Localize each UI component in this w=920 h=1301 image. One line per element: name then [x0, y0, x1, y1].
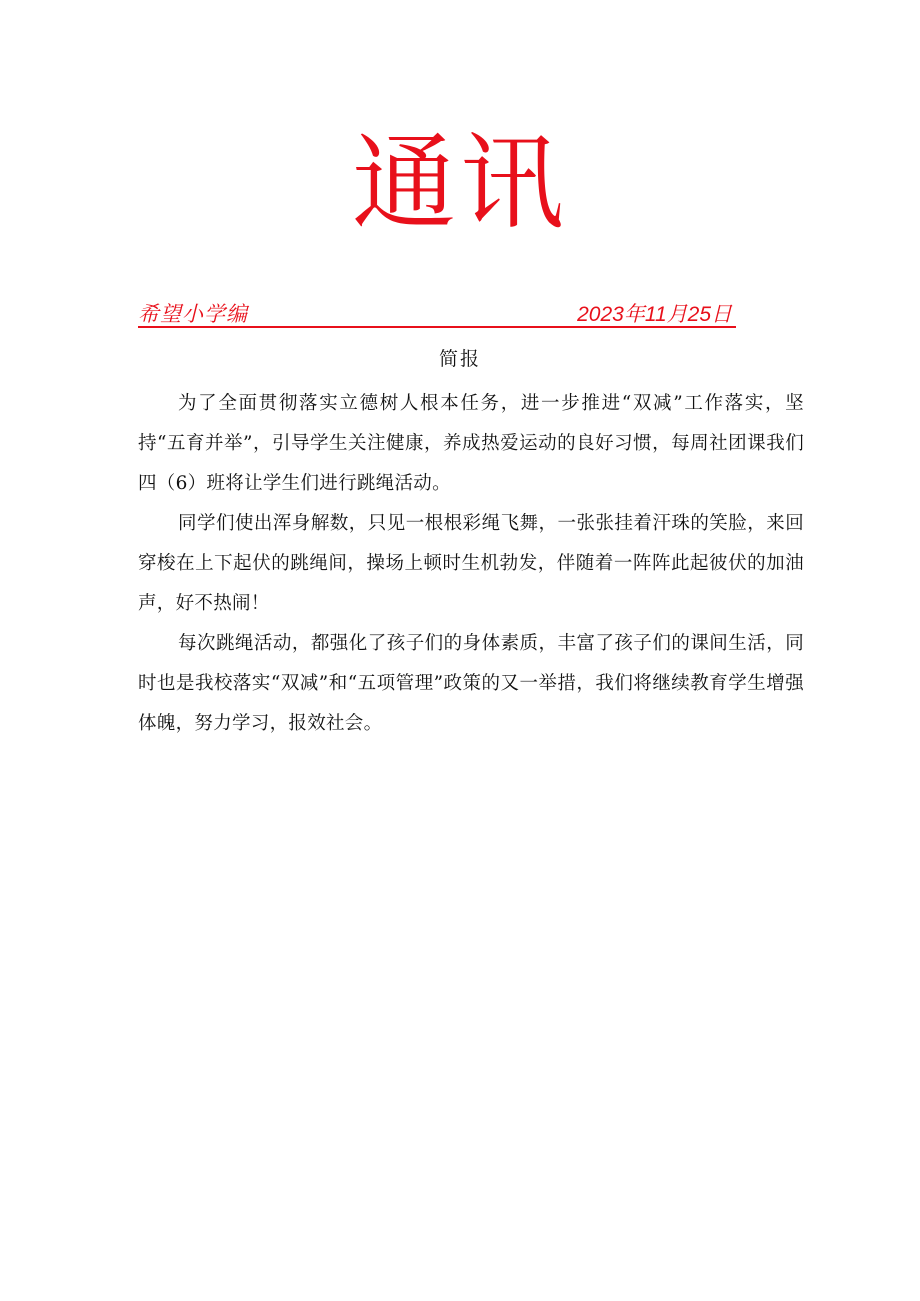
briefing-heading: 简报	[438, 348, 481, 370]
masthead-meta-row	[138, 296, 736, 328]
paragraph-1: 为了全面贯彻落实立德树人根本任务，进一步推进“双减”工作落实，坚持“五育并举”，引导学生关注健康，养成热爱运动的良好习惯，每周社团课我们四（6）班将让学生们进行跳绳活动。	[138, 393, 804, 494]
article-body	[138, 384, 804, 744]
issue-date: 2023年11月25日	[577, 303, 732, 326]
editor-label: 希望小学编	[138, 302, 248, 326]
newsletter-masthead-title: 通讯	[351, 122, 568, 244]
paragraph-3: 每次跳绳活动，都强化了孩子们的身体素质，丰富了孩子们的课间生活，同时也是我校落实“双减”和“五项管理”政策的又一举措，我们将继续教育学生增强体魄，努力学习，报效社会。	[138, 633, 804, 734]
paragraph-2: 同学们使出浑身解数，只见一根根彩绳飞舞，一张张挂着汗珠的笑脸，来回穿梭在上下起伏的跳绳间，操场上顿时生机勃发，伴随着一阵阵此起彼伏的加油声，好不热闹！	[138, 513, 804, 614]
